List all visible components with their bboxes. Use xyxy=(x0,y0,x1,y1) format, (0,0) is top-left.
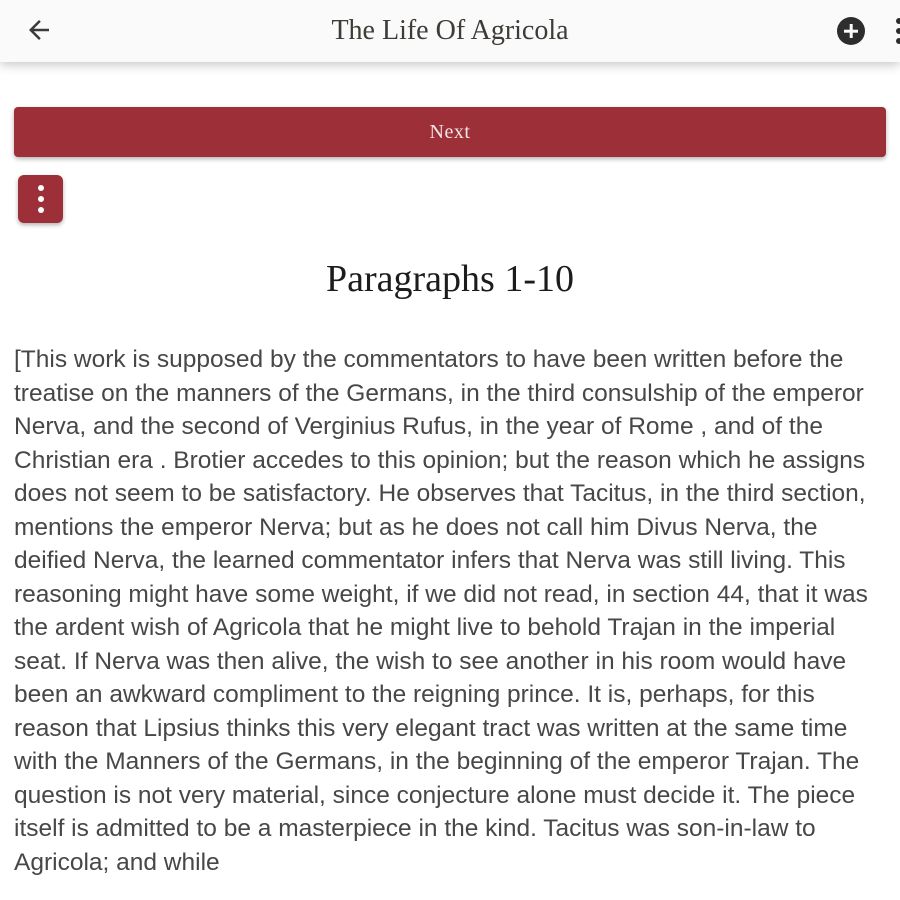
arrow-left-icon xyxy=(24,15,54,48)
kebab-menu-icon xyxy=(38,183,44,215)
app-bar-actions xyxy=(837,0,900,62)
reader-content xyxy=(0,107,900,879)
add-button[interactable] xyxy=(837,17,865,45)
paragraph-menu-button[interactable] xyxy=(18,175,63,223)
section-heading: Paragraphs 1-10 xyxy=(326,258,574,300)
app-bar xyxy=(0,0,900,62)
kebab-menu-icon xyxy=(896,15,900,46)
paragraph-text: [This work is supposed by the commentators to have been written before the treatise on the manners of the Germans, in the third consulship of the emperor Nerva, and the second of Verginius Rufus, in the year of Rome , and of the Christian era . Brotier accedes to this opinion; but the reason which he assigns does not seem to be satisfactory. He observes that Tacitus, in the third section, mentions the emperor Nerva; but as he does not call him Divus Nerva, the deified Nerva, the learned commentator infers that Nerva was still living. This reasoning might have some weight, if we did not read, in section 44, that it was the ardent wish of Agricola that he might live to behold Trajan in the imperial seat. If Nerva was then alive, the wish to see another in his room would have been an awkward compliment to the reigning prince. It is, perhaps, for this reason that Lipsius thinks this very elegant tract was written at the same time with the Manners of the Germans, in the beginning of the emperor Trajan. The question is not very material, since conjecture alone must decide it. The piece itself is admitted to be a masterpiece in the kind. Tacitus was son-in-law to Agricola; and while xyxy=(14,346,868,876)
back-button[interactable] xyxy=(22,14,56,48)
next-button[interactable]: Next xyxy=(14,107,886,157)
overflow-menu-button[interactable] xyxy=(889,14,900,48)
page-title: The Life Of Agricola xyxy=(331,15,569,46)
